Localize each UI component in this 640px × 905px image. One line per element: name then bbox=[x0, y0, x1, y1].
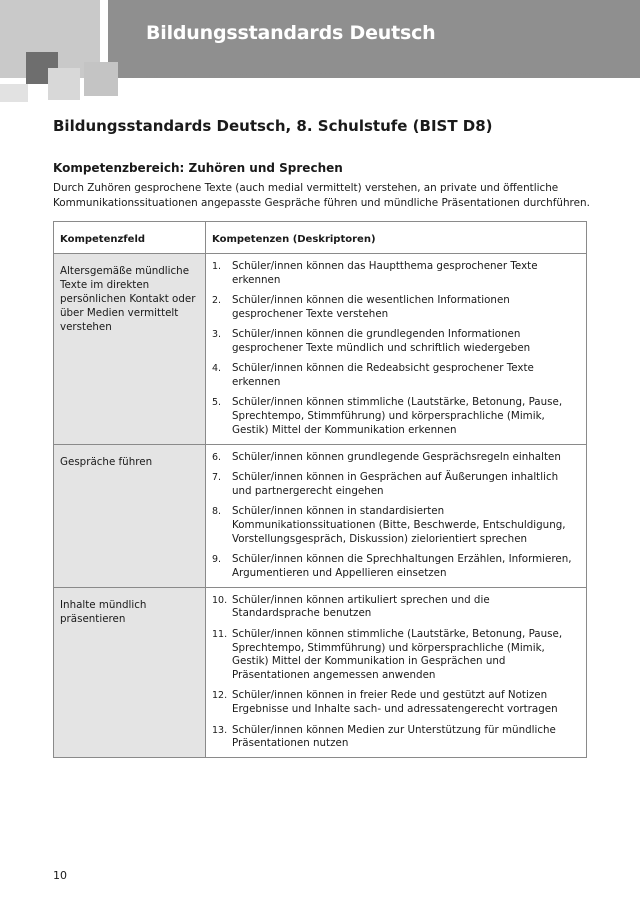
descriptor-text: Schüler/innen können die grundlegenden Informationen gesprochener Texte mündlich und schriftlich wiedergeben bbox=[232, 328, 531, 354]
descriptor-item bbox=[212, 471, 580, 499]
descriptor-text: Schüler/innen können stimmliche (Lautstärke, Betonung, Pause, Sprechtempo, Stimmführung) und körpersprachliche (Mimik, Gestik) Mittel der Kommunikation erkennen bbox=[232, 396, 563, 436]
descriptor-text: Schüler/innen können stimmliche (Lautstärke, Betonung, Pause, Sprechtempo, Stimmführung) und körpersprachliche (Mimik, Gestik) Mittel der Kommunikation in Gesprächen und Präsentationen angemessen anwenden bbox=[232, 627, 563, 682]
descriptor-number: 5. bbox=[212, 397, 222, 409]
page-title: Bildungsstandards Deutsch, 8. Schulstufe (BIST D8) bbox=[53, 117, 493, 135]
descriptor-item bbox=[212, 505, 580, 546]
descriptor-item bbox=[212, 553, 580, 581]
descriptor-text: Schüler/innen können das Hauptthema gesprochener Texte erkennen bbox=[232, 260, 538, 286]
descriptor-text: Schüler/innen können grundlegende Gesprächsregeln einhalten bbox=[232, 450, 561, 463]
descriptor-number: 8. bbox=[212, 506, 222, 518]
descriptor-number: 1. bbox=[212, 261, 222, 272]
table-row bbox=[54, 254, 587, 445]
descriptor-number: 2. bbox=[212, 295, 222, 307]
descriptor-item bbox=[212, 724, 580, 752]
descriptor-text: Schüler/innen können Medien zur Unterstützung für mündliche Präsentationen nutzen bbox=[232, 723, 556, 750]
descriptor-number: 7. bbox=[212, 472, 222, 484]
descriptor-item bbox=[212, 451, 580, 465]
table-row bbox=[54, 587, 587, 757]
descriptor-number: 13. bbox=[212, 724, 228, 736]
header-kompetenzfeld: Kompetenzfeld bbox=[54, 222, 206, 254]
descriptor-item bbox=[212, 362, 580, 390]
descriptor-cell bbox=[206, 254, 587, 445]
competence-field-cell: Inhalte mündlich präsentieren bbox=[54, 587, 206, 757]
descriptor-number: 6. bbox=[212, 451, 222, 463]
descriptor-text: Schüler/innen können in standardisierten Kommunikationssituationen (Bitte, Beschwerde, Entschuldigung, Vorstellungsgespräch, Diskussion) zielorientiert sprechen bbox=[232, 505, 566, 545]
competence-table bbox=[53, 221, 587, 758]
intro-paragraph: Durch Zuhören gesprochene Texte (auch medial vermittelt) verstehen, an private und öffentliche Kommunikationssituationen angepasste Gespräche führen und mündliche Präsentationen durchführen. bbox=[53, 182, 590, 209]
descriptor-text: Schüler/innen können in Gesprächen auf Äußerungen inhaltlich und partnergerecht eingehen bbox=[232, 471, 559, 497]
descriptor-number: 4. bbox=[212, 363, 222, 375]
decor-square-light bbox=[48, 68, 80, 100]
decor-square-mid bbox=[84, 62, 118, 96]
descriptor-text: Schüler/innen können in freier Rede und gestützt auf Notizen Ergebnisse und Inhalte sach- und adressatengerecht vortragen bbox=[232, 689, 558, 716]
descriptor-cell bbox=[206, 587, 587, 757]
descriptor-item bbox=[212, 396, 580, 437]
descriptor-text: Schüler/innen können die Sprechhaltungen Erzählen, Informieren, Argumentieren und Appellieren einsetzen bbox=[232, 553, 572, 579]
descriptor-item bbox=[212, 260, 580, 288]
descriptor-list bbox=[212, 451, 580, 581]
descriptor-number: 3. bbox=[212, 329, 222, 341]
header-kompetenzen: Kompetenzen (Deskriptoren) bbox=[206, 222, 587, 254]
section-title: Kompetenzbereich: Zuhören und Sprechen bbox=[53, 161, 343, 175]
page-number: 10 bbox=[53, 869, 67, 882]
competence-field-cell: Altersgemäße mündliche Texte im direkten persönlichen Kontakt oder über Medien vermittelt verstehen bbox=[54, 254, 206, 445]
descriptor-text: Schüler/innen können die Redeabsicht gesprochener Texte erkennen bbox=[232, 362, 534, 389]
banner-title: Bildungsstandards Deutsch bbox=[146, 22, 436, 44]
table-row bbox=[54, 444, 587, 587]
descriptor-number: 9. bbox=[212, 554, 222, 566]
descriptor-item bbox=[212, 689, 580, 717]
descriptor-list bbox=[212, 594, 580, 751]
descriptor-text: Schüler/innen können artikuliert sprechen und die Standardsprache benutzen bbox=[232, 593, 490, 620]
descriptor-number: 11. bbox=[212, 628, 228, 640]
descriptor-number: 12. bbox=[212, 690, 228, 702]
descriptor-number: 10. bbox=[212, 594, 228, 606]
descriptor-item bbox=[212, 594, 580, 622]
table-header-row bbox=[54, 222, 587, 254]
descriptor-cell bbox=[206, 444, 587, 587]
descriptor-item bbox=[212, 294, 580, 322]
descriptor-text: Schüler/innen können die wesentlichen Informationen gesprochener Texte verstehen bbox=[232, 294, 510, 320]
descriptor-list bbox=[212, 260, 580, 438]
competence-field-cell: Gespräche führen bbox=[54, 444, 206, 587]
descriptor-item bbox=[212, 628, 580, 683]
descriptor-item bbox=[212, 328, 580, 356]
decor-square-pale bbox=[0, 84, 28, 102]
